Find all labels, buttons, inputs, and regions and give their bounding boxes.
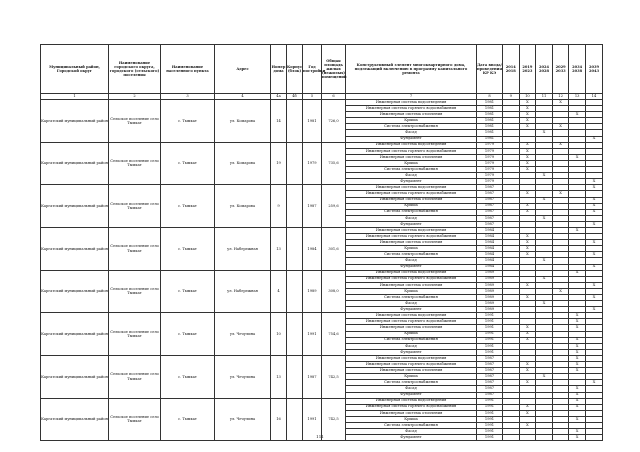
period-cell: X (569, 386, 586, 392)
period-cell: X (585, 264, 602, 270)
repair-date-cell: 1991 (477, 404, 503, 410)
repair-date-cell: 1991 (477, 422, 503, 428)
header-period-2034-2038: 2034 2038 (569, 45, 586, 94)
block-cell (287, 313, 303, 356)
repair-date-cell: 1984 (477, 264, 503, 270)
repair-date-cell: 1979 (477, 142, 503, 148)
period-cell: X (552, 288, 569, 294)
period-cell: X (569, 270, 586, 276)
column-number: 2 (109, 94, 161, 100)
repair-date-cell: 1984 (477, 252, 503, 258)
structural-element-cell: Инженерная система водоотведения (346, 142, 477, 148)
period-cell: X (585, 209, 602, 215)
period-cell: X (552, 142, 569, 148)
repair-date-cell: 1981 (477, 100, 503, 106)
repair-date-cell: 1979 (477, 179, 503, 185)
structural-element-cell: Инженерная система отопления (346, 282, 477, 288)
repair-date-cell: 1987 (477, 197, 503, 203)
locality-cell: с. Тымкат (161, 313, 215, 356)
repair-date-cell: 1989 (477, 282, 503, 288)
column-number: 14 (585, 94, 602, 100)
period-cell: X (519, 404, 536, 410)
address-cell: ул. Чечулина (215, 313, 271, 356)
period-cell: X (536, 173, 553, 179)
repair-date-cell: 1984 (477, 258, 503, 264)
repair-date-cell: 1989 (477, 301, 503, 307)
repair-date-cell: 1987 (477, 215, 503, 221)
header-period-2039-2043: 2039 2043 (585, 45, 602, 94)
period-cell: X (519, 112, 536, 118)
structural-element-cell: Фасад (346, 130, 477, 136)
repair-date-cell: 1987 (477, 191, 503, 197)
house-number-cell: 10 (271, 313, 287, 356)
period-cell: X (536, 276, 553, 282)
period-cell: X (552, 124, 569, 130)
column-number: 3 (161, 94, 215, 100)
area-cell: 726,0 (322, 100, 346, 143)
period-cell: X (569, 154, 586, 160)
structural-element-cell: Фасад (346, 258, 477, 264)
district-cell: Каргатский муниципальный район (41, 313, 109, 356)
repair-date-cell: 1984 (477, 234, 503, 240)
repair-date-cell: 1991 (477, 331, 503, 337)
header-block: Корпус (блок) (287, 45, 303, 94)
repair-date-cell: 1981 (477, 106, 503, 112)
register-table-area (40, 44, 602, 441)
build-year-cell: 1991 (303, 398, 322, 441)
period-cell: X (569, 349, 586, 355)
period-cell: X (519, 295, 536, 301)
repair-date-cell: 1979 (477, 167, 503, 173)
repair-date-cell: 1989 (477, 276, 503, 282)
period-cell: X (519, 337, 536, 343)
structural-element-cell: Инженерная система горячего водоснабжения (346, 404, 477, 410)
column-number: 5 (303, 94, 322, 100)
locality-cell: с. Тымкат (161, 185, 215, 228)
period-cell: X (519, 422, 536, 428)
repair-date-cell: 1991 (477, 435, 503, 441)
period-cell: X (519, 100, 536, 106)
period-cell: X (569, 313, 586, 319)
page-number: 111 (316, 434, 324, 439)
structural-element-cell: Фасад (346, 301, 477, 307)
district-cell: Каргатский муниципальный район (41, 227, 109, 270)
header-period-2014-2018: 2014 2018 (503, 45, 520, 94)
period-cell: X (519, 325, 536, 331)
period-cell: X (569, 416, 586, 422)
period-cell: X (519, 209, 536, 215)
district-cell: Каргатский муниципальный район (41, 100, 109, 143)
house-number-cell: 13 (271, 355, 287, 398)
period-cell: X (536, 374, 553, 380)
period-cell: X (519, 148, 536, 154)
period-cell: X (569, 343, 586, 349)
period-cell: X (519, 331, 536, 337)
repair-date-cell: 1979 (477, 154, 503, 160)
build-year-cell: 1991 (303, 313, 322, 356)
period-cell: X (585, 136, 602, 142)
column-number: 12 (552, 94, 569, 100)
structural-element-cell: Инженерная система отопления (346, 197, 477, 203)
locality-cell: с. Тымкат (161, 398, 215, 441)
period-cell: X (519, 368, 536, 374)
structural-element-cell: Инженерная система горячего водоснабжения (346, 191, 477, 197)
structural-element-cell: Система электроснабжения (346, 380, 477, 386)
period-cell: X (569, 355, 586, 361)
period-cell: X (519, 380, 536, 386)
period-cell: X (569, 368, 586, 374)
period-cell: X (536, 258, 553, 264)
structural-element-cell: Инженерная система водоотведения (346, 313, 477, 319)
period-cell: X (569, 112, 586, 118)
repair-date-cell: 1981 (477, 136, 503, 142)
period-cell: X (519, 234, 536, 240)
header-build-year: Год постройки (303, 45, 322, 94)
column-number: 4a (271, 94, 287, 100)
period-cell: X (519, 167, 536, 173)
build-year-cell: 1981 (303, 100, 322, 143)
structural-element-cell: Фасад (346, 386, 477, 392)
house-number-cell: 9 (271, 185, 287, 228)
header-structural-element: Конструктивный элемент многоквартирного дома, подлежащий включению в программу капитального ремонта (346, 45, 477, 94)
house-number-cell: 14 (271, 100, 287, 143)
period-cell: X (569, 429, 586, 435)
header-period-2029-2033: 2029 2033 (552, 45, 569, 94)
address-cell: ул. Комарова (215, 100, 271, 143)
repair-date-cell: 1981 (477, 130, 503, 136)
structural-element-cell: Крыша (346, 118, 477, 124)
address-cell: ул. Набережная (215, 227, 271, 270)
repair-date-cell: 1991 (477, 319, 503, 325)
repair-date-cell: 1987 (477, 209, 503, 215)
column-number: 13 (569, 94, 586, 100)
locality-cell: с. Тымкат (161, 142, 215, 185)
structural-element-cell: Фасад (346, 343, 477, 349)
repair-date-cell: 1981 (477, 118, 503, 124)
header-district: Муниципальный район, Городской округ (41, 45, 109, 94)
period-cell: X (585, 197, 602, 203)
house-number-cell: 19 (271, 142, 287, 185)
repair-date-cell: 1987 (477, 380, 503, 386)
structural-element-cell: Инженерная система водоотведения (346, 270, 477, 276)
period-cell: X (519, 191, 536, 197)
repair-date-cell: 1987 (477, 392, 503, 398)
repair-date-cell: 1991 (477, 429, 503, 435)
repair-date-cell: 1989 (477, 288, 503, 294)
build-year-cell: 1979 (303, 142, 322, 185)
repair-date-cell: 1987 (477, 386, 503, 392)
structural-element-cell: Фундамент (346, 435, 477, 441)
structural-element-cell: Крыша (346, 288, 477, 294)
period-cell: X (569, 435, 586, 441)
repair-date-cell: 1991 (477, 349, 503, 355)
repair-date-cell: 1991 (477, 410, 503, 416)
period-cell: X (585, 221, 602, 227)
address-cell: ул. Комарова (215, 142, 271, 185)
structural-element-cell: Инженерная система горячего водоснабжения (346, 106, 477, 112)
structural-element-cell: Система электроснабжения (346, 422, 477, 428)
column-number: 7 (346, 94, 477, 100)
period-cell: X (519, 362, 536, 368)
structural-element-cell: Фундамент (346, 307, 477, 313)
house-number-cell: 4 (271, 270, 287, 313)
repair-date-cell: 1991 (477, 343, 503, 349)
period-cell: X (569, 319, 586, 325)
block-cell (287, 355, 303, 398)
repair-date-cell: 1991 (477, 313, 503, 319)
structural-element-cell: Крыша (346, 246, 477, 252)
settlement-cell: Сельское поселение село Тымкат (109, 313, 161, 356)
address-cell: ул. Чечулина (215, 355, 271, 398)
header-repair-date: Дата ввода/ проведения КР КЭ (477, 45, 503, 94)
period-cell: X (519, 160, 536, 166)
period-cell: X (519, 154, 536, 160)
structural-element-cell: Фундамент (346, 349, 477, 355)
period-cell: X (552, 100, 569, 106)
repair-date-cell: 1979 (477, 148, 503, 154)
period-cell: X (569, 398, 586, 404)
repair-date-cell: 1989 (477, 270, 503, 276)
structural-element-cell: Инженерная система отопления (346, 240, 477, 246)
structural-element-cell: Инженерная система водоотведения (346, 355, 477, 361)
period-cell: X (519, 240, 536, 246)
structural-element-cell: Инженерная система горячего водоснабжения (346, 362, 477, 368)
area-cell: 259,6 (322, 185, 346, 228)
structural-element-cell: Инженерная система водоотведения (346, 227, 477, 233)
repair-date-cell: 1984 (477, 240, 503, 246)
period-cell: X (569, 227, 586, 233)
period-cell: X (585, 282, 602, 288)
period-cell: X (519, 124, 536, 130)
period-cell: X (519, 106, 536, 112)
period-cell: X (519, 203, 536, 209)
area-cell: 754,6 (322, 313, 346, 356)
settlement-cell: Сельское поселение село Тымкат (109, 142, 161, 185)
period-cell: X (519, 118, 536, 124)
structural-element-cell: Фундамент (346, 179, 477, 185)
header-locality: Наименование населенного пункта (161, 45, 215, 94)
structural-element-cell: Фундамент (346, 392, 477, 398)
repair-date-cell: 1987 (477, 362, 503, 368)
period-cell: X (569, 404, 586, 410)
district-cell: Каргатский муниципальный район (41, 270, 109, 313)
period-cell: X (569, 337, 586, 343)
locality-cell: с. Тымкат (161, 100, 215, 143)
structural-element-cell: Крыша (346, 203, 477, 209)
period-cell: X (585, 240, 602, 246)
column-number: 8 (477, 94, 503, 100)
period-cell: X (585, 295, 602, 301)
repair-date-cell: 1979 (477, 160, 503, 166)
header-settlement: Наименование городского округа, городского (сельского) поселения (109, 45, 161, 94)
period-cell: X (569, 325, 586, 331)
structural-element-cell: Фундамент (346, 264, 477, 270)
repair-date-cell: 1991 (477, 398, 503, 404)
period-cell: X (519, 282, 536, 288)
period-cell: X (536, 301, 553, 307)
structural-element-cell: Инженерная система горячего водоснабжения (346, 234, 477, 240)
structural-element-cell: Инженерная система водоотведения (346, 185, 477, 191)
repair-date-cell: 1989 (477, 295, 503, 301)
repair-date-cell: 1984 (477, 227, 503, 233)
locality-cell: с. Тымкат (161, 270, 215, 313)
structural-element-cell: Крыша (346, 374, 477, 380)
structural-element-cell: Крыша (346, 416, 477, 422)
settlement-cell: Сельское поселение село Тымкат (109, 270, 161, 313)
period-cell: X (536, 215, 553, 221)
repair-date-cell: 1991 (477, 416, 503, 422)
repair-date-cell: 1987 (477, 203, 503, 209)
build-year-cell: 1987 (303, 185, 322, 228)
header-house-number: Номер дома (271, 45, 287, 94)
structural-element-cell: Фундамент (346, 136, 477, 142)
column-number: 11 (536, 94, 553, 100)
period-cell: X (519, 142, 536, 148)
area-cell: 742,5 (322, 398, 346, 441)
district-cell: Каргатский муниципальный район (41, 398, 109, 441)
structural-element-cell: Инженерная система горячего водоснабжения (346, 148, 477, 154)
settlement-cell: Сельское поселение село Тымкат (109, 227, 161, 270)
structural-element-cell: Фасад (346, 173, 477, 179)
period-cell: X (585, 203, 602, 209)
header-period-2019-2023: 2019 2023 (519, 45, 536, 94)
block-cell (287, 142, 303, 185)
structural-element-cell: Инженерная система горячего водоснабжения (346, 276, 477, 282)
area-cell: 735,6 (322, 142, 346, 185)
header-address: Адрес (215, 45, 271, 94)
structural-element-cell: Система электроснабжения (346, 252, 477, 258)
area-cell: 301,6 (322, 227, 346, 270)
build-year-cell: 1989 (303, 270, 322, 313)
column-number: 4б (287, 94, 303, 100)
period-cell: X (569, 362, 586, 368)
structural-element-cell: Фундамент (346, 221, 477, 227)
structural-element-cell: Система электроснабжения (346, 295, 477, 301)
structural-element-cell: Инженерная система водоотведения (346, 100, 477, 106)
structural-element-cell: Крыша (346, 160, 477, 166)
repair-date-cell: 1987 (477, 221, 503, 227)
structural-element-cell: Инженерная система горячего водоснабжения (346, 319, 477, 325)
structural-element-cell: Инженерная система отопления (346, 410, 477, 416)
house-number-cell: 16 (271, 398, 287, 441)
period-cell: X (552, 191, 569, 197)
repair-date-cell: 1987 (477, 368, 503, 374)
structural-element-cell: Система электроснабжения (346, 167, 477, 173)
locality-cell: с. Тымкат (161, 355, 215, 398)
settlement-cell: Сельское поселение село Тымкат (109, 185, 161, 228)
settlement-cell: Сельское поселение село Тымкат (109, 355, 161, 398)
block-cell (287, 270, 303, 313)
area-cell: 308,0 (322, 270, 346, 313)
district-cell: Каргатский муниципальный район (41, 142, 109, 185)
structural-element-cell: Крыша (346, 331, 477, 337)
structural-element-cell: Инженерная система отопления (346, 325, 477, 331)
period-cell: X (569, 392, 586, 398)
settlement-cell: Сельское поселение село Тымкат (109, 398, 161, 441)
header-area: Общая площадь жилых (нежилых) помещений (322, 45, 346, 94)
address-cell: ул. Чечулина (215, 398, 271, 441)
structural-element-cell: Система электроснабжения (346, 209, 477, 215)
column-number: 9 (503, 94, 520, 100)
block-cell (287, 100, 303, 143)
header-row (41, 45, 603, 94)
period-cell: X (536, 197, 553, 203)
repair-date-cell: 1991 (477, 337, 503, 343)
build-year-cell: 1987 (303, 355, 322, 398)
build-year-cell: 1984 (303, 227, 322, 270)
repair-date-cell: 1987 (477, 374, 503, 380)
column-number: 4 (215, 94, 271, 100)
locality-cell: с. Тымкат (161, 227, 215, 270)
structural-element-cell: Фасад (346, 429, 477, 435)
period-cell: X (519, 410, 536, 416)
structural-element-cell: Инженерная система отопления (346, 368, 477, 374)
period-cell: X (585, 252, 602, 258)
period-cell: X (585, 307, 602, 313)
address-cell: ул. Набережная (215, 270, 271, 313)
capital-repair-register-table (40, 44, 603, 441)
column-number: 6 (322, 94, 346, 100)
structural-element-cell: Система электроснабжения (346, 337, 477, 343)
repair-date-cell: 1984 (477, 246, 503, 252)
column-number: 10 (519, 94, 536, 100)
repair-date-cell: 1987 (477, 355, 503, 361)
block-cell (287, 185, 303, 228)
table-body (41, 100, 603, 441)
settlement-cell: Сельское поселение село Тымкат (109, 100, 161, 143)
repair-date-cell: 1989 (477, 307, 503, 313)
period-cell: X (585, 185, 602, 191)
repair-date-cell: 1979 (477, 173, 503, 179)
house-number-cell: 13 (271, 227, 287, 270)
period-cell: X (519, 246, 536, 252)
repair-date-cell: 1991 (477, 325, 503, 331)
structural-element-cell: Инженерная система отопления (346, 112, 477, 118)
repair-date-cell: 1981 (477, 124, 503, 130)
structural-element-cell: Инженерная система водоотведения (346, 398, 477, 404)
period-cell: X (536, 130, 553, 136)
structural-element-cell: Инженерная система отопления (346, 154, 477, 160)
header-period-2024-2028: 2024 2028 (536, 45, 553, 94)
block-cell (287, 227, 303, 270)
area-cell: 742,5 (322, 355, 346, 398)
period-cell: X (585, 179, 602, 185)
district-cell: Каргатский муниципальный район (41, 355, 109, 398)
repair-date-cell: 1987 (477, 185, 503, 191)
district-cell: Каргатский муниципальный район (41, 185, 109, 228)
period-cell: X (585, 380, 602, 386)
repair-date-cell: 1981 (477, 112, 503, 118)
address-cell: ул. Комарова (215, 185, 271, 228)
structural-element-cell: Система электроснабжения (346, 124, 477, 130)
structural-element-cell: Фасад (346, 215, 477, 221)
column-number: 1 (41, 94, 109, 100)
period-cell: X (519, 252, 536, 258)
table-header (41, 45, 603, 100)
